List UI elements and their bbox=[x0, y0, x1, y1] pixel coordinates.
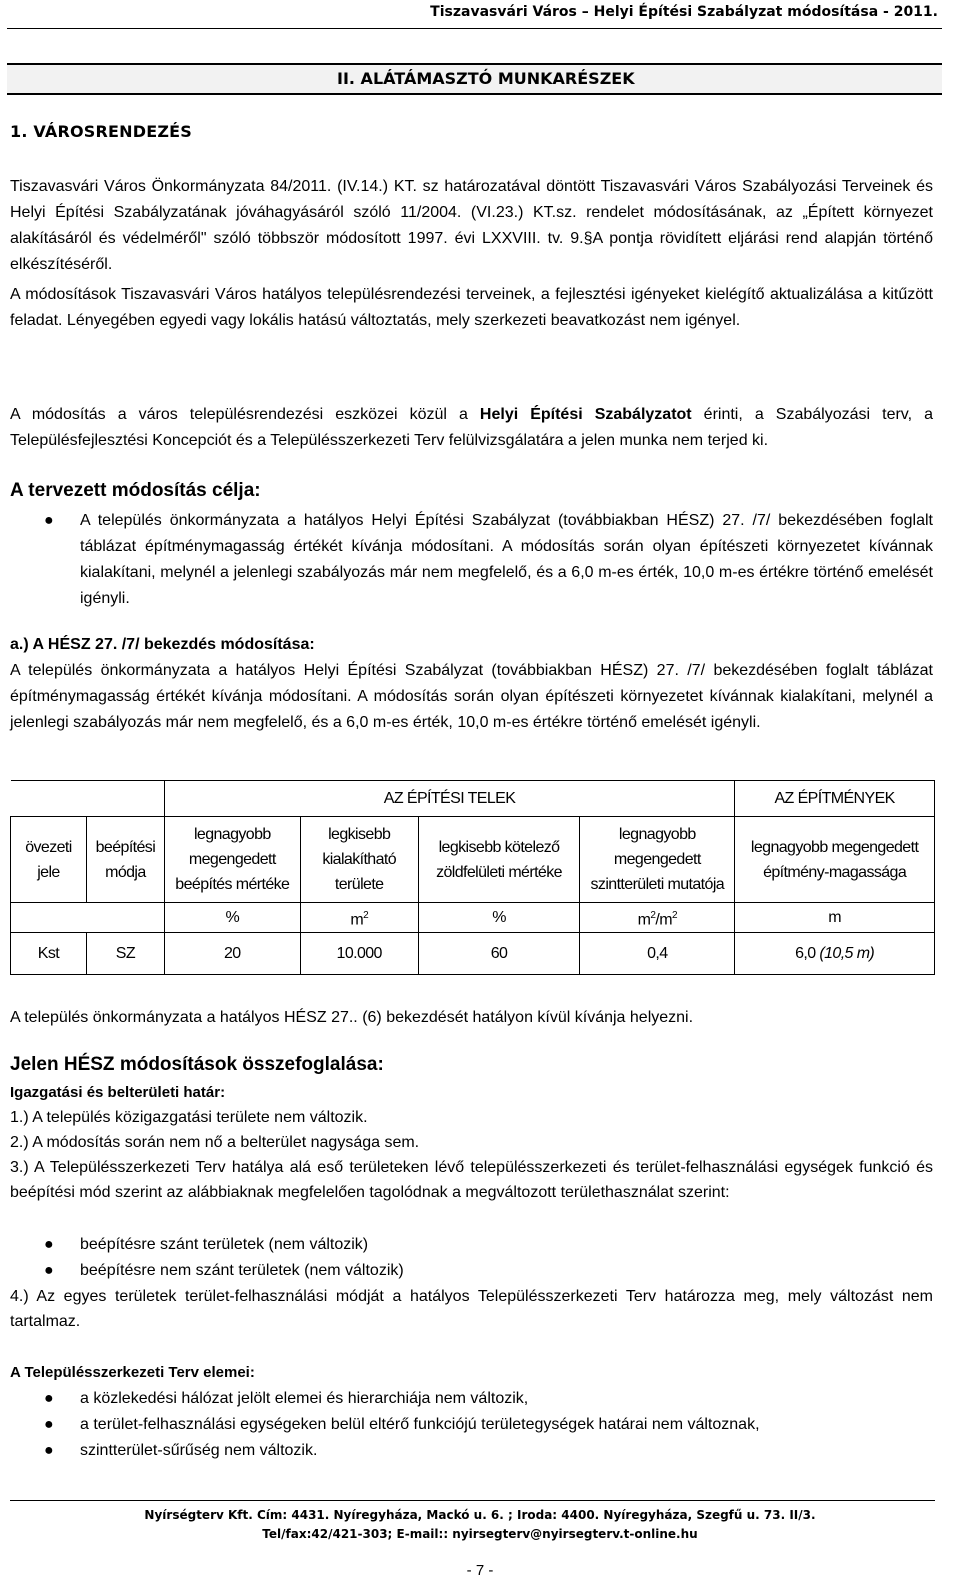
footer-contact: Tel/fax:42/421-303; E-mail:: nyirsegterv@nyirsegterv.t-online.hu bbox=[262, 1527, 698, 1541]
summary-subheading-1: Igazgatási és belterületi határ: bbox=[10, 1084, 226, 1101]
table-group-epitmenyek: AZ ÉPÍTMÉNYEK bbox=[735, 781, 935, 817]
table-col-zoldfelulet: legkisebb kötelező zöldfelületi mértéke bbox=[418, 817, 580, 903]
table-row-area: 10.000 bbox=[300, 933, 418, 975]
summary-item-3: 3.) A Településszerkezeti Terv hatálya alá eső területeken lévő településszerkezeti és terület-felhasználási egységek funkció és beépítési mód szerint az alábbiaknak megfelelően tagolódnak a megváltozott területhasználat szerint: bbox=[10, 1159, 933, 1201]
goal-list bbox=[10, 508, 933, 612]
goal-heading: A tervezett módosítás célja: bbox=[10, 480, 261, 501]
height-table bbox=[10, 780, 935, 975]
footer-rule bbox=[10, 1500, 935, 1501]
list-item: ● a közlekedési hálózat jelölt elemei és hierarchiája nem változik, bbox=[10, 1386, 933, 1412]
list-item: ● szintterület-sűrűség nem változik. bbox=[10, 1438, 933, 1464]
list-item: ● a terület-felhasználási egységeken belül eltérő funkciójú területegységek határai nem változnak, bbox=[10, 1412, 933, 1438]
hesz-emphasis: Helyi Építési Szabályzatot bbox=[479, 406, 692, 423]
list-item: ● beépítésre szánt területek (nem változik) bbox=[10, 1232, 933, 1258]
table-col-epitmenymagassag: legnagyobb megengedett építmény-magassága bbox=[735, 817, 935, 903]
bullet-icon: ● bbox=[44, 512, 54, 529]
summary-item-1: 1.) A település közigazgatási területe nem változik. bbox=[10, 1109, 368, 1126]
summary-heading: Jelen HÉSZ módosítások összefoglalása: bbox=[10, 1054, 384, 1075]
summary-item-2: 2.) A módosítás során nem nő a belterület nagysága sem. bbox=[10, 1134, 420, 1151]
table-row-height: 6,0 (10,5 m) bbox=[735, 933, 935, 975]
section-title: II. ALÁTÁMASZTÓ MUNKARÉSZEK bbox=[337, 69, 635, 88]
intro-text-b: A pontja rövidített eljárási rend alapján történő elkészítéséről. bbox=[10, 230, 934, 273]
summary-bullets-2 bbox=[10, 1386, 933, 1464]
table-row-green: 60 bbox=[418, 933, 580, 975]
table-col-ovezet: övezeti jele bbox=[11, 817, 87, 903]
bullet-icon: ● bbox=[44, 1262, 54, 1279]
table-unit-height: m bbox=[735, 903, 935, 933]
footer-address: Nyírségterv Kft. Cím: 4431. Nyíregyháza, Mackó u. 6. ; Iroda: 4400. Nyíregyháza, Szegfű u. 73. II/3. bbox=[144, 1508, 816, 1522]
intro-paragraph-3: A módosítás a város településrendezési eszközei közül a Helyi Építési Szabályzatot érinti, a Szabályozási terv, a Településfejlesztési Koncepciót és a Településszerkezeti Terv felülvizsgálatára a jelen munka nem terjed ki. bbox=[10, 406, 933, 449]
chapter-title: 1. VÁROSRENDEZÉS bbox=[10, 122, 193, 141]
table-corner bbox=[11, 781, 165, 817]
intro-text-a: Tiszavasvári Város Önkormányzata 84/2011. (IV.14.) KT. sz határozatával döntött Tiszavasvári Város Szabályozási Terveinek és Helyi Építési Szabályzatának jóváhagyásáról szóló 11/2004. (VI.23.) KT.sz. rendelet módosításának, az „Épített környezet alakításáról és védelméről" szóló többször módosított 1997. évi LXXVIII. tv. 9. bbox=[10, 178, 933, 247]
table-unit-blank bbox=[11, 903, 165, 933]
goal-list-item: ● A település önkormányzata a hatályos Helyi Építési Szabályzat (továbbiakban HÉSZ) 27. /7/ bekezdésében foglalt táblázat építménymagasság értékét kívánja módosítani. A módosítás során olyan építészeti környezetet kívánnak kialakítani, melynél a jelenlegi szabályozás már nem megfelelő, és a 6,0 m-es érték, 10,0 m-es értékre történő emelését igényli. bbox=[10, 508, 933, 612]
summary-item-4: 4.) Az egyes területek terület-felhasználási módját a hatályos Településszerkezeti Terv határozza meg, mely változást nem tartalmaz. bbox=[10, 1288, 933, 1330]
table-col-terulet: legkisebb kialakítható területe bbox=[300, 817, 418, 903]
table-row-zone: Kst bbox=[11, 933, 87, 975]
sub-a-text: A település önkormányzata a hatályos Helyi Építési Szabályzat (továbbiakban HÉSZ) 27. /7/ bekezdésében foglalt táblázat építménymagasság értékét kívánja módosítani. A módosítás során olyan építészeti környezetet kívánnak kialakítani, melynél a jelenlegi szabályozás már nem megfelelő, és a 6,0 m-es érték, 10,0 m-es értékre történő emelését igényli. bbox=[10, 662, 933, 731]
running-header: Tiszavasvári Város – Helyi Építési Szabályzat módosítása - 2011. bbox=[430, 4, 938, 20]
table-row-index: 0,4 bbox=[580, 933, 735, 975]
table-group-telek: AZ ÉPÍTÉSI TELEK bbox=[164, 781, 734, 817]
table-unit-coverage: % bbox=[164, 903, 300, 933]
table-col-beepites-merteke: legnagyobb megengedett beépítés mértéke bbox=[164, 817, 300, 903]
header-rule bbox=[7, 28, 942, 29]
table-row-coverage: 20 bbox=[164, 933, 300, 975]
table-row-mode: SZ bbox=[86, 933, 164, 975]
sub-a-heading: a.) A HÉSZ 27. /7/ bekezdés módosítása: bbox=[10, 636, 315, 653]
table-unit-area: $m^2$ bbox=[300, 903, 418, 933]
list-item: ● beépítésre nem szánt területek (nem változik) bbox=[10, 1258, 933, 1284]
table-col-beepitesi-mod: beépítési módja bbox=[86, 817, 164, 903]
table-unit-green: % bbox=[418, 903, 580, 933]
bullet-icon: ● bbox=[44, 1442, 54, 1459]
summary-subheading-2: A Településszerkezeti Terv elemei: bbox=[10, 1364, 255, 1381]
bullet-icon: ● bbox=[44, 1416, 54, 1433]
table-col-szintterulet: legnagyobb megengedett szintterületi mutatója bbox=[580, 817, 735, 903]
table-unit-index: $m^2/m^2$ bbox=[580, 903, 735, 933]
intro-paragraph-1 bbox=[10, 174, 933, 278]
page-number: - 7 - bbox=[466, 1562, 494, 1579]
bullet-icon: ● bbox=[44, 1236, 54, 1253]
summary-bullets-1 bbox=[10, 1232, 933, 1284]
intro-paragraph-2: A módosítások Tiszavasvári Város hatályos településrendezési terveinek, a fejlesztési igényeket kielégítő aktualizálása a kitűzött feladat. Lényegében egyedi vagy lokális hatású változtatás, mely szerkezeti beavatkozást nem igényel. bbox=[10, 286, 933, 329]
bullet-icon: ● bbox=[44, 1390, 54, 1407]
section-sign-icon: § bbox=[583, 230, 593, 247]
after-table-text: A település önkormányzata a hatályos HÉSZ 27.. (6) bekezdését hatályon kívül kívánja helyezni. bbox=[10, 1009, 694, 1026]
section-band bbox=[7, 63, 942, 95]
